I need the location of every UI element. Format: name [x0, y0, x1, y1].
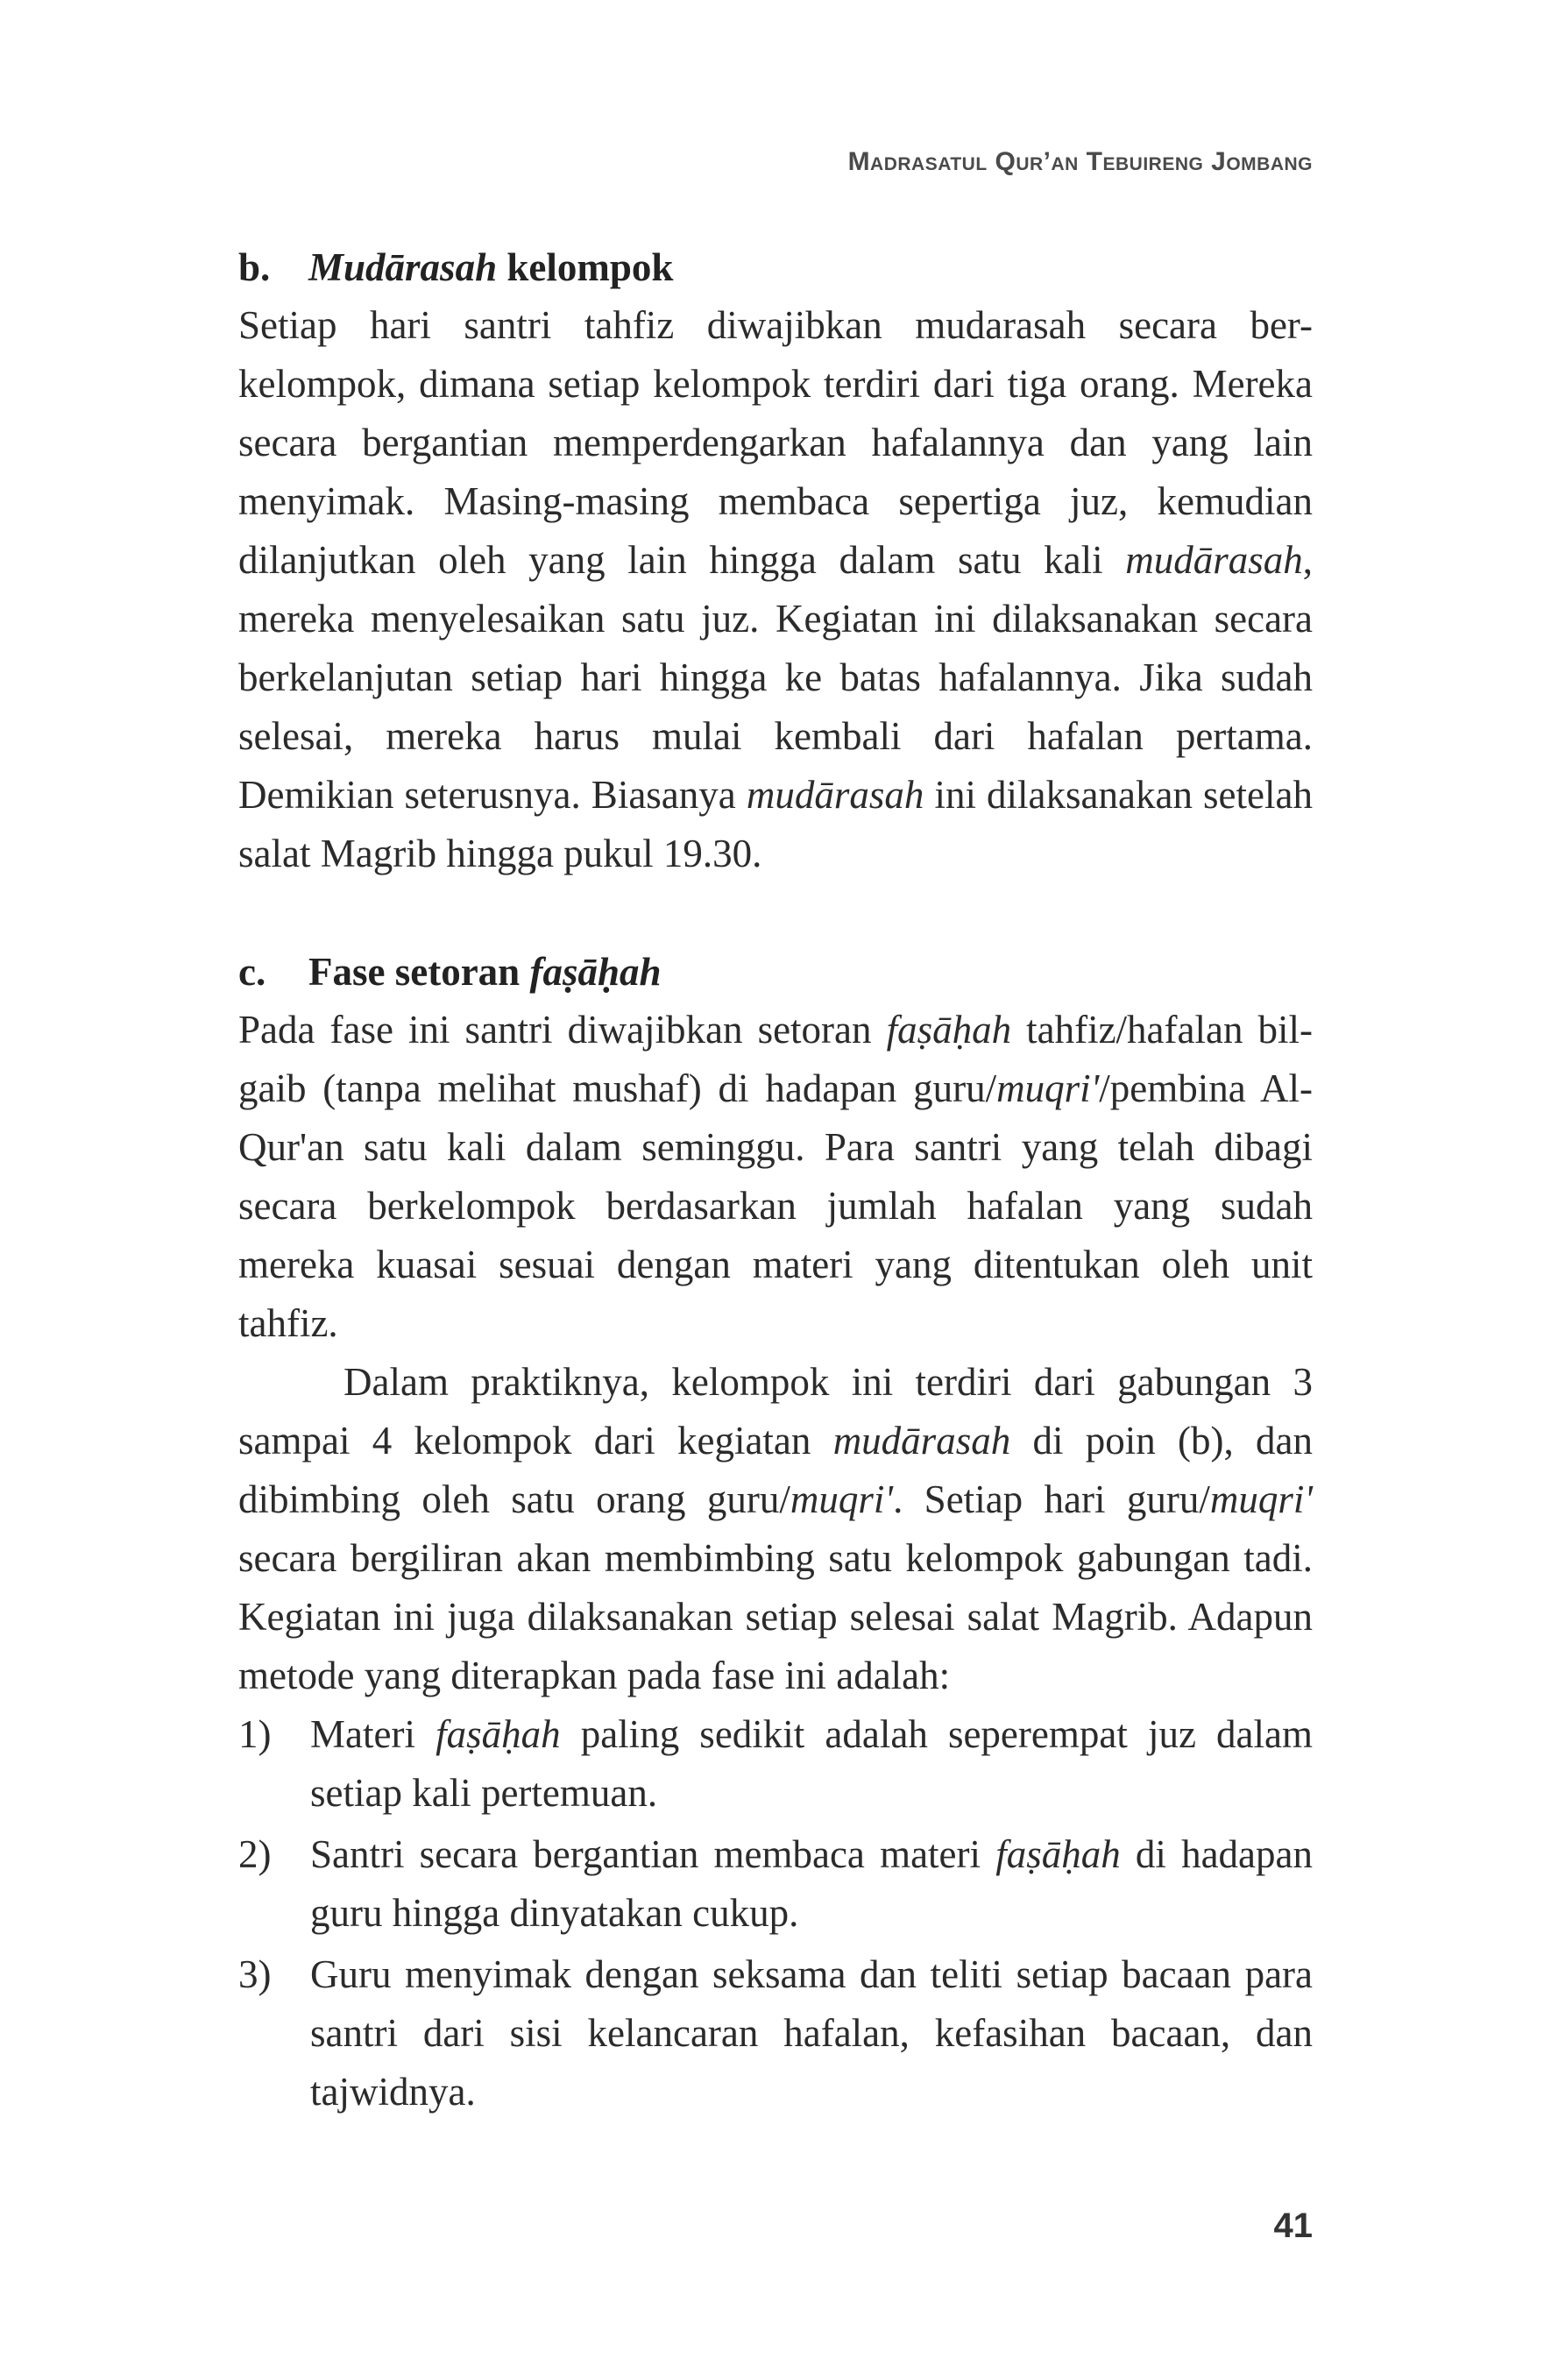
italic-term: muqri' [1209, 1477, 1313, 1521]
section-c-paragraph-2 [238, 1353, 1313, 1705]
section-c-heading [238, 943, 1313, 1001]
text-run: di poin (b), dan dibimbing oleh satu orang guru/ [238, 1419, 1314, 1521]
list-item-text: Guru menyimak dengan seksama dan teliti setiap bacaan para santri dari sisi kelancaran hafalan, kefasihan bacaan, dan tajwidnya. [310, 1952, 1313, 2114]
running-header: Madrasatul Qur’an Tebuireng Jombang [847, 147, 1313, 176]
section-c-title-italic: faṣāḥah [529, 950, 662, 994]
section-c-paragraph-1 [238, 1001, 1313, 1353]
italic-term: faṣāḥah [995, 1832, 1121, 1876]
section-spacer [238, 883, 1313, 943]
method-list [238, 1705, 1313, 2121]
section-b-title-rest: kelompok [497, 245, 674, 289]
text-run: Pada fase ini santri diwajibkan setoran [238, 1008, 887, 1052]
text-run: ini dilaksanakan setelah salat Magrib hingga pukul 19.30. [238, 773, 1313, 875]
section-c-title-rest: Fase setoran [308, 950, 530, 994]
page-content [238, 238, 1313, 2124]
italic-term: muqri' [790, 1477, 894, 1521]
text-run: Dalam praktiknya, kelompok ini terdiri dari gabungan 3 sampai 4 kelompok dari kegiatan [238, 1360, 1313, 1463]
list-item-number: 3) [238, 1952, 272, 1996]
text-run: /pembina Al-Qur'an satu kali dalam seminggu. Para santri yang telah dibagi secara berkelompok berdasarkan jumlah hafalan yang sudah mereka kuasai sesuai dengan materi yang ditentukan oleh unit tahfiz. [238, 1066, 1313, 1345]
list-item [238, 1945, 1313, 2121]
list-item-text [310, 1705, 1313, 1823]
italic-term: faṣāḥah [886, 1008, 1012, 1052]
italic-term: mudārasah [832, 1419, 1011, 1463]
text-run: tahfiz/hafalan bil-gaib (tanpa melihat mushaf) di hadapan guru/ [238, 1008, 1314, 1110]
section-b-marker: b. [238, 245, 271, 289]
text-run: Santri secara bergantian membaca materi [310, 1832, 996, 1876]
text-run: di hadapan guru hingga dinyatakan cukup. [310, 1832, 1313, 1935]
list-item [238, 1825, 1313, 1943]
section-b-title-italic: Mudārasah [308, 245, 498, 289]
text-run: Setiap hari santri tahfiz diwajibkan mudarasah secara ber-kelompok, dimana setiap kelompok terdiri dari tiga orang. Mereka secara bergantian memperdengarkan hafalannya dan yang lain menyimak. Masing-masing membaca sepertiga juz, kemudian dilanjutkan oleh yang lain hingga dalam satu kali [238, 303, 1313, 582]
text-run: secara bergiliran akan membimbing satu kelompok gabungan tadi. Kegiatan ini juga dilaksanakan setiap selesai salat Magrib. Adapun metode yang diterapkan pada fase ini adalah: [238, 1536, 1313, 1697]
list-item [238, 1705, 1313, 1823]
section-b-heading [238, 238, 1313, 296]
text-run: . Setiap hari guru/ [893, 1477, 1210, 1521]
section-b-title [308, 238, 673, 296]
text-run: , mereka menyelesaikan satu juz. Kegiatan ini dilaksanakan secara berkelanjutan setiap hari hingga ke batas hafalannya. Jika sudah selesai, mereka harus mulai kembali dari hafalan pertama. Demikian seterusnya. Biasanya [238, 538, 1313, 817]
section-b-paragraph [238, 296, 1313, 883]
italic-term: muqri' [996, 1066, 1100, 1110]
list-item-text [310, 1825, 1313, 1943]
list-item-number: 1) [238, 1712, 272, 1756]
section-c-title [308, 943, 662, 1001]
text-run: paling sedikit adalah seperempat juz dalam setiap kali pertemuan. [310, 1712, 1314, 1815]
list-item-number: 2) [238, 1832, 272, 1876]
section-c-marker: c. [238, 950, 266, 994]
text-run: Materi [310, 1712, 436, 1756]
page-number: 41 [1273, 2206, 1313, 2245]
italic-term: mudārasah [1125, 538, 1303, 582]
italic-term: mudārasah [746, 773, 924, 817]
italic-term: faṣāḥah [436, 1712, 561, 1756]
